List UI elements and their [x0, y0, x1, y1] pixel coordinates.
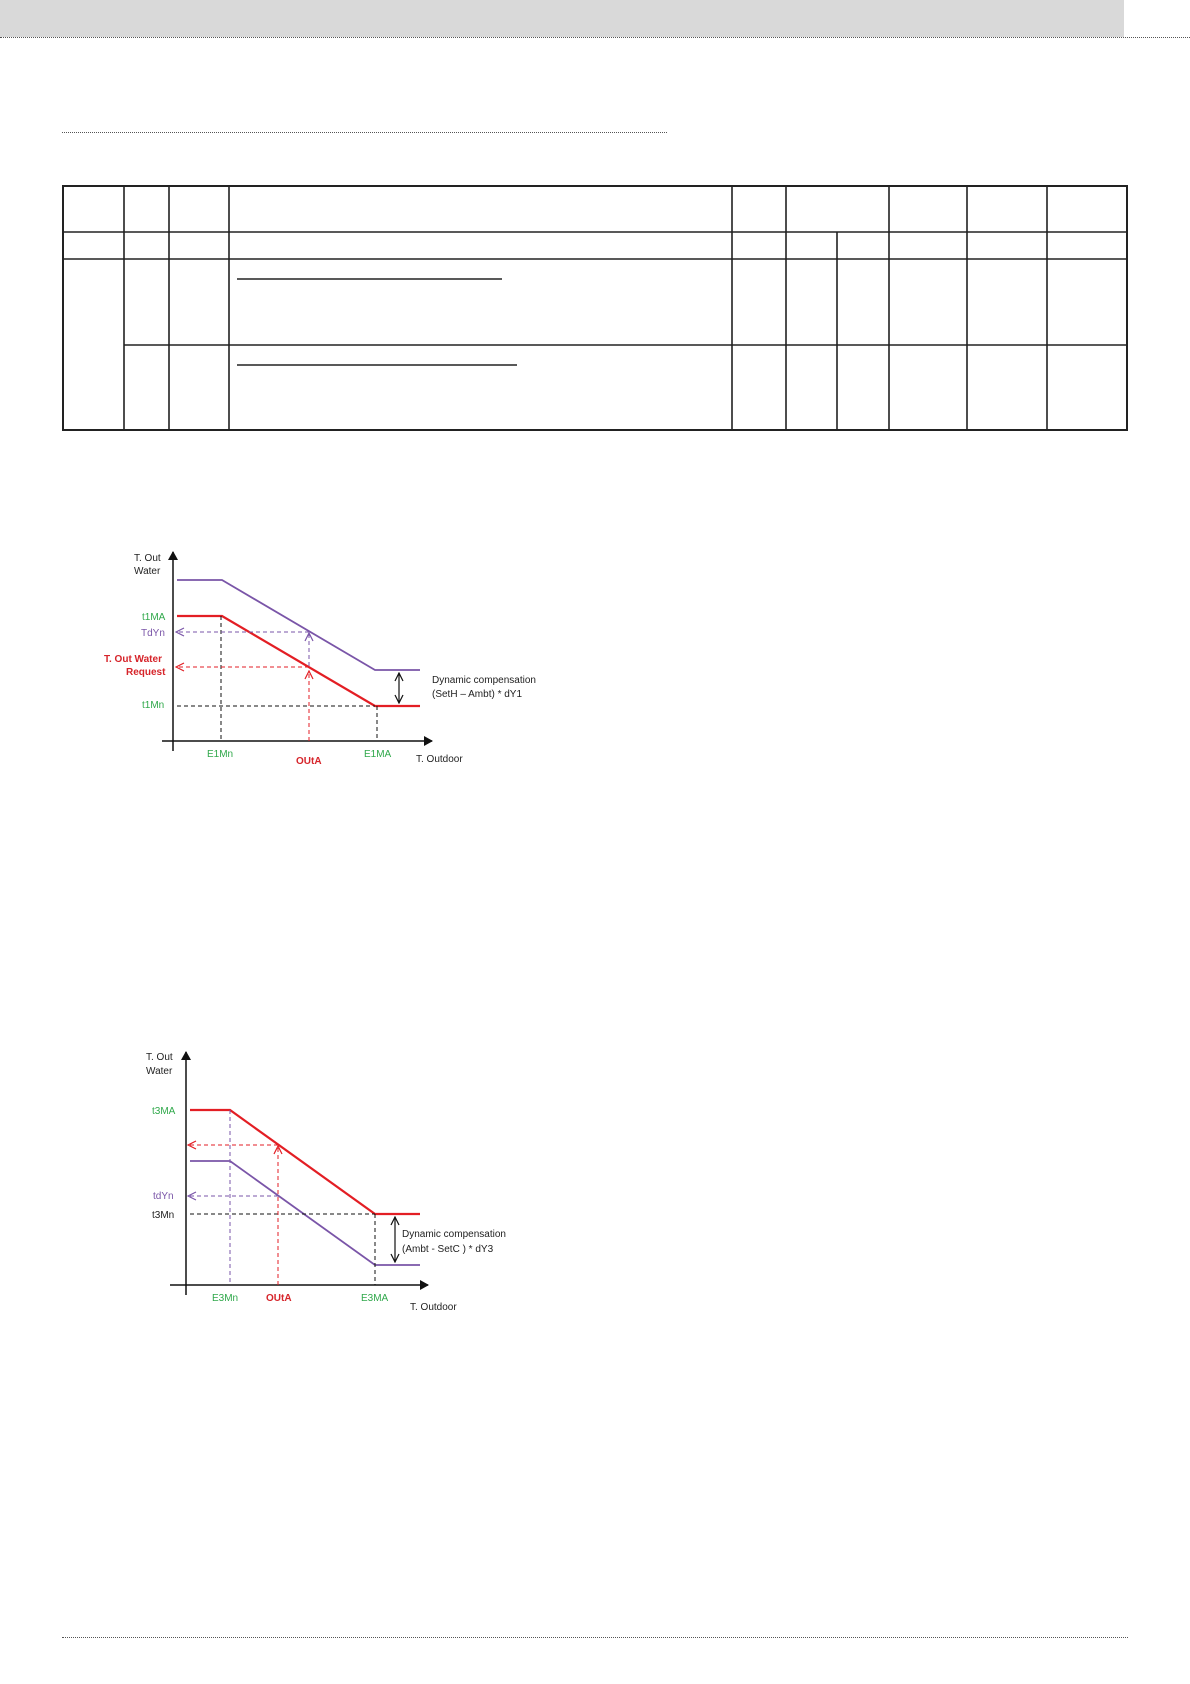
e3mn-label: E3Mn [212, 1293, 239, 1304]
outa-label: OUtA [266, 1293, 292, 1304]
e1ma-label: E1MA [364, 749, 392, 760]
e1mn-label: E1Mn [207, 749, 234, 760]
y-axis-label: Water [146, 1066, 173, 1077]
water-request-line [177, 616, 420, 706]
x-axis-label: T. Outdoor [410, 1302, 457, 1313]
compensated-setpoint-line [177, 580, 420, 670]
t3mn-label: t3Mn [152, 1210, 175, 1221]
request-label: T. Out Water [104, 654, 162, 665]
compensation-formula: (Ambt - SetC ) * dY3 [402, 1244, 494, 1255]
e3ma-label: E3MA [361, 1293, 389, 1304]
compensation-title: Dynamic compensation [402, 1229, 506, 1240]
x-axis-label: T. Outdoor [416, 754, 463, 765]
compensation-title: Dynamic compensation [432, 675, 536, 686]
y-axis-label: T. Out [134, 553, 161, 564]
water-request-line [190, 1110, 420, 1214]
y-axis-label: T. Out [146, 1052, 173, 1063]
tdyn-label: tdYn [153, 1191, 174, 1202]
footer-dotted-rule [62, 1637, 1128, 1638]
diagram-cooling-compensation [146, 1052, 506, 1313]
y-axis-label: Water [134, 566, 161, 577]
outa-label: OUtA [296, 756, 322, 767]
request-label: Request [126, 667, 166, 678]
t3ma-label: t3MA [152, 1106, 176, 1117]
compensation-formula: (SetH – Ambt) * dY1 [432, 689, 523, 700]
tdyn-label: TdYn [141, 628, 165, 639]
t1ma-label: t1MA [142, 612, 166, 623]
t1mn-label: t1Mn [142, 700, 165, 711]
diagram-heating-compensation [104, 552, 536, 767]
